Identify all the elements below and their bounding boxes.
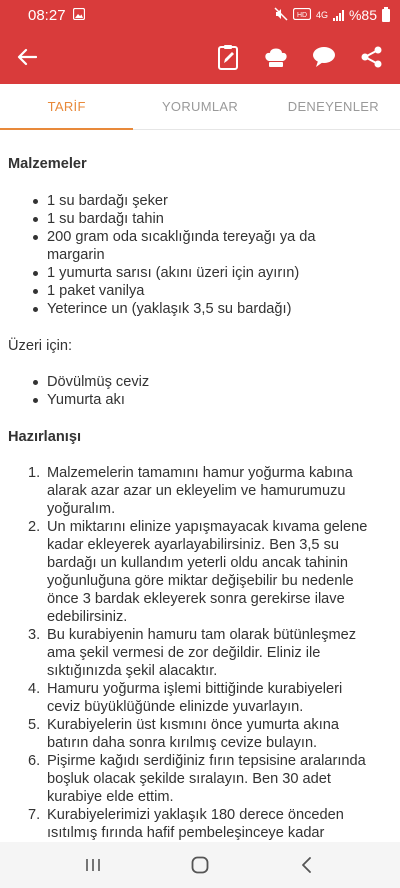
battery-text: %85 xyxy=(348,7,377,23)
home-icon[interactable] xyxy=(170,842,230,888)
steps-heading: Hazırlanışı xyxy=(8,429,81,445)
signal-icon xyxy=(333,10,344,21)
svg-text:HD: HD xyxy=(296,11,308,19)
system-nav-bar xyxy=(0,842,400,888)
step-number: 4. xyxy=(28,681,41,697)
share-icon[interactable] xyxy=(348,30,396,84)
topping-label: Üzeri için: xyxy=(8,338,73,354)
tab-yorumlar[interactable]: YORUMLAR xyxy=(161,99,239,114)
volte-icon xyxy=(293,8,311,23)
step-text: Un miktarını elinize yapışmayacak kıvama gelene kadar ekleyerek ayarlayabilirsiniz. Ben 3,5 su bardağı un kullandım yeterli oldu ancak tahinin yoğunluğuna göre miktar değişebilir bu nedenle önce 3 bardak ekleyerek sonra gerekirse ilave edebilirsiniz. xyxy=(47,519,368,625)
step-number: 2. xyxy=(28,519,41,535)
back-icon[interactable] xyxy=(277,842,337,888)
step-text: Kurabiyelerin üst kısmını önce yumurta akına batırın daha sonra kırılmış cevize bulayın. xyxy=(47,717,340,751)
tab-tarif[interactable]: TARİF xyxy=(0,84,133,129)
step-number: 7. xyxy=(28,807,41,823)
tab-bar xyxy=(0,84,400,130)
gallery-icon xyxy=(73,7,85,24)
status-bar xyxy=(0,0,400,30)
step-number: 1. xyxy=(28,465,41,481)
step-text: Kurabiyelerimizi yaklaşık 180 derece önceden ısıtılmış fırında hafif pembeleşinceye kadar xyxy=(47,807,344,841)
comment-icon[interactable] xyxy=(300,30,348,84)
recipe-content[interactable]: Malzemeler 1 su bardağı şeker 1 su bardağı tahin 200 gram oda sıcaklığında tereyağı ya da margarin 1 yumurta sarısı (akını üzeri için ayırın) 1 paket vanilya Yeterince un (yaklaşık 3,5 su bardağı) Üzeri için: Dövülmüş ceviz Yumurta akı Hazırlanışı 1. Malzemelerin tamamını hamur yoğurma kabına alarak azar azar un ekleyelim ve hamurumuzu yoğuralım. 2. Un miktarını elinize yapışmayacak kıvama gelene kadar ekleyerek ayarlayabilirsiniz. Ben 3,5 su bardağı un kullandım yeterli oldu ancak tahinin yoğunluğuna göre miktar değişebilir bu nedenle önce 3 bardak ekleyerek sonra gerekirse ilave edebilirsiniz. 3. Bu kurabiyenin hamuru tam olarak bütünleşmez ama şekil vermesi de zor değildir. Eliniz ile sıktığınızda şekil alacaktır. 4. Hamuru yoğurma işlemi bittiğinde kurabiyeleri ceviz büyüklüğünde elinizde yuvarlayın. 5. Kurabiyelerin üst kısmını önce yumurta akına batırın daha sonra kırılmış cevize bulayın. 6. Pişirme kağıdı serdiğiniz fırın tepsisine aralarında boşluk olacak şekilde sıralayın. Ben 30 adet kurabiye elde ettim. 7. Kurabiyelerimizi yaklaşık 180 derece önceden ısıtılmış fırında hafif pembeleşinceye kadar xyxy=(0,131,400,842)
app-bar xyxy=(0,30,400,84)
network-type: 4G xyxy=(315,10,328,20)
status-time: 08:27 xyxy=(28,6,66,24)
ingredients-heading: Malzemeler xyxy=(8,156,87,172)
step-number: 3. xyxy=(28,627,41,643)
battery-icon xyxy=(382,9,390,22)
step-text: Bu kurabiyenin hamuru tam olarak bütünleşmez ama şekil vermesi de zor değildir. Eliniz ile sıktığınızda şekil alacaktır. xyxy=(47,627,357,679)
step-number: 6. xyxy=(28,753,41,769)
tab-deneyenler[interactable]: DENEYENLER xyxy=(287,99,379,114)
step-text: Pişirme kağıdı serdiğiniz fırın tepsisine aralarında boşluk olacak şekilde sıralayın. Ben 30 adet kurabiye elde ettim. xyxy=(47,753,366,805)
chef-hat-icon[interactable] xyxy=(252,30,300,84)
mute-icon xyxy=(274,7,288,24)
step-number: 5. xyxy=(28,717,41,733)
step-text: Malzemelerin tamamını hamur yoğurma kabına alarak azar azar un ekleyelim ve hamurumuzu yoğuralım. xyxy=(47,465,353,517)
clipboard-edit-icon[interactable] xyxy=(204,30,252,84)
back-arrow-icon[interactable] xyxy=(0,30,54,84)
recent-apps-icon[interactable] xyxy=(63,842,123,888)
step-text: Hamuru yoğurma işlemi bittiğinde kurabiyeleri ceviz büyüklüğünde elinizde yuvarlayın. xyxy=(47,681,343,715)
